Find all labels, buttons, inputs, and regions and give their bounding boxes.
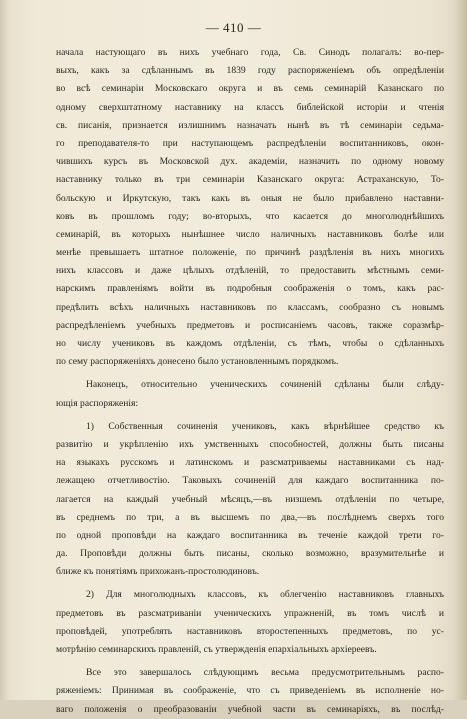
text-line: развитію и укрѣпленію ихъ умственныхъ способностей, должны быть писаны — [56, 438, 444, 450]
text-line: ближе къ понятіямъ прихожанъ-простолюдиновъ. — [56, 566, 260, 578]
text-line: менѣе превышаетъ штатное положеніе, по причинѣ раздѣленія въ нихъ многихъ — [56, 247, 444, 259]
page-number: — 410 — — [205, 20, 262, 35]
text-line: начала настующаго въ нихъ учебнаго года, Св. Синодъ полагалъ: во-пер- — [56, 47, 444, 58]
text-line: распредѣленіемъ учебныхъ предметовъ и росписаніемъ часовъ, также соразмѣр- — [56, 319, 444, 331]
paragraph — [56, 664, 444, 719]
text-line: Наконецъ, относительно ученическихъ сочиненій сдѣланы были слѣду- — [86, 379, 444, 391]
text-line: одному сверхштатному наставнику на классъ библейской исторіи и чтенія — [56, 101, 444, 113]
text-line: мотрѣнію семинарскихъ правленій, съ утвержденія епархіальныхъ архіереевъ. — [56, 644, 377, 655]
text-line: семинарій, въ которыхъ нынѣшнее число наличныхъ наставниковъ болѣе или — [56, 228, 444, 240]
text-line: Все это завершалось слѣдующимъ весьма предусмотрительнымъ распо- — [86, 667, 444, 679]
text-line: больскую и Иркутскую, такъ какъ въ оныя не было прибавлено наставни- — [56, 192, 444, 204]
text-line: нарскимъ правленіямъ войти въ подробныя соображенія о томъ, какъ рас- — [56, 283, 444, 295]
paragraph — [56, 44, 444, 371]
text-line: 1) Собственныя сочиненія учениковъ, какъ вѣрнѣйшее средство къ — [86, 420, 444, 432]
text-line: предѣлить всѣхъ наличныхъ наставниковъ по классамъ, сообразно съ новымъ — [56, 301, 444, 313]
text-line: лежащею отчетливостію. Таковыхъ сочиненій для каждаго воспитанника по- — [56, 475, 444, 487]
text-line: но числу учениковъ въ каждомъ отдѣленіи, съ тѣмъ, чтобы о сдѣланныхъ — [56, 338, 444, 349]
text-line: чившихъ курсъ въ Московской дух. академіи, назначить по одному новому — [56, 156, 444, 168]
text-line: св. писанія, признается излишнимъ назначать нынѣ въ тѣ семинаріи седьма- — [56, 119, 444, 131]
text-line: ваго положенія о преобразованіи учебной части въ семинаріяхъ, въ послѣд- — [56, 703, 444, 715]
text-line: ряженіемъ: Принимая въ соображеніе, что съ приведеніемъ въ исполненіе но- — [56, 685, 444, 697]
text-line: 2) Для многолюдныхъ классовъ, къ облегченію наставниковъ главныхъ — [86, 589, 444, 601]
text-line: во всѣ семинаріи Московскаго округа и въ семь семинарій Казанскаго по — [56, 83, 444, 95]
text-line: проповѣдей, употреблять наставниковъ второстепенныхъ предметовъ, по ус- — [56, 625, 444, 637]
text-line: наставнику только въ три семинаріи Казанскаго округа: Астраханскую, То- — [56, 174, 444, 186]
text-line: ющія распоряженія: — [56, 397, 139, 409]
body-text — [56, 44, 444, 719]
page-edge-shadow — [453, 0, 467, 700]
text-line: по одной проповѣди на каждаго воспитанника въ теченіе каждой трети го- — [56, 529, 444, 541]
text-line: по сему распоряженіяхъ донесено было установленнымъ порядкомъ. — [56, 356, 339, 368]
page-binding-shadow — [0, 0, 10, 700]
text-line: да. Проповѣди должны быть писаны, сколько возможно, вразумительнѣе и — [56, 548, 444, 560]
text-line: на языкахъ русскомъ и латинскомъ и разсматриваемы наставниками съ над- — [56, 457, 444, 469]
text-line: нихъ классовъ и даже цѣлыхъ отдѣленій, то предоставить мѣстнымъ семи- — [56, 265, 444, 277]
paragraph — [56, 376, 444, 412]
text-line: лагается на каждый учебный мѣсяцъ,—въ низшемъ отдѣленіи по четыре, — [56, 493, 444, 505]
text-line: го преподавателя-то при наступающемъ распредѣленіи воспитанниковъ, окон- — [56, 137, 444, 149]
text-line: ковъ въ прошломъ году; во-вторыхъ, что касается до многолюднѣйшихъ — [56, 210, 444, 222]
text-line: выхъ, какъ за сдѣланнымъ въ 1839 году распоряженіемъ объ опредѣленіи — [56, 65, 444, 77]
text-line: предметовъ въ разсматриваніи ученическихъ упражненій, въ томъ числѣ и — [56, 607, 444, 619]
paragraph — [56, 586, 444, 659]
paragraph — [56, 418, 444, 582]
text-line: въ среднемъ по три, а въ высшемъ по два,—въ послѣднемъ сверхъ того — [56, 511, 444, 523]
